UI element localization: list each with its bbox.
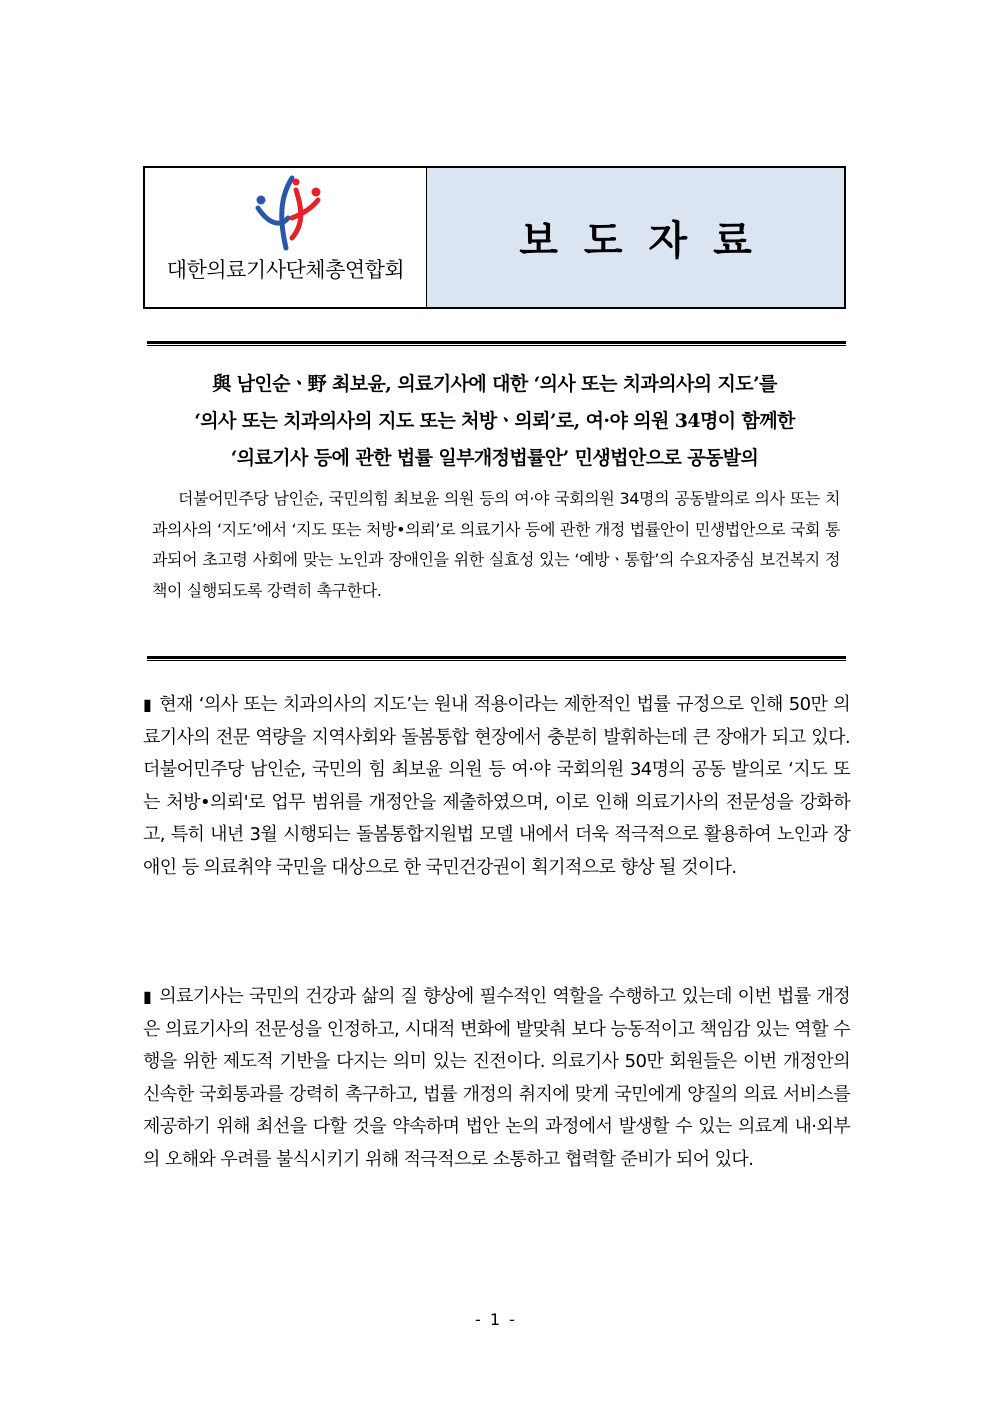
bullet-icon: ▮ bbox=[143, 695, 152, 714]
headline-line-1: 與 남인순ㆍ野 최보윤, 의료기사에 대한 ‘의사 또는 치과의사의 지도’를 bbox=[212, 373, 777, 395]
organization-logo-icon bbox=[252, 174, 324, 252]
headline-line-3: ‘의료기사 등에 관한 법률 일부개정법률안’ 민생법안으로 공동발의 bbox=[230, 447, 759, 469]
bullet-icon: ▮ bbox=[143, 987, 152, 1006]
top-double-rule bbox=[147, 341, 846, 346]
headline-line-2: ‘의사 또는 치과의사의 지도 또는 처방ㆍ의뢰’로, 여·야 의원 34명이 함께한 bbox=[194, 410, 795, 432]
summary-paragraph: 더불어민주당 남인순, 국민의힘 최보윤 의원 등의 여·야 국회의원 34명의 공동발의로 의사 또는 치과의사의 ‘지도’에서 ‘지도 또는 처방•의뢰’로 의료기사 등에 관한 개정 법률안이 민생법안으로 국회 통과되어 초고령 사회에 맞는 노인과 장애인을 위한 실효성 있는 ‘예방ㆍ통합’의 수요자중심 보건복지 정책이 실행되도록 강력히 촉구한다. bbox=[152, 489, 840, 600]
organization-name: 대한의료기사단체총연합회 bbox=[166, 258, 405, 282]
body-paragraph-1 bbox=[143, 689, 850, 884]
bottom-double-rule bbox=[147, 656, 846, 661]
title-cell bbox=[427, 168, 844, 307]
body-paragraph-2-text: 의료기사는 국민의 건강과 삶의 질 향상에 필수적인 역할을 수행하고 있는데 이번 법률 개정은 의료기사의 전문성을 인정하고, 시대적 변화에 발맞춰 보다 능동적이고 책임감 있는 역할 수행을 위한 제도적 기반을 다지는 의미 있는 진전이다. 의료기사 50만 회원들은 이번 개정안의 신속한 국회통과를 강력히 촉구하고, 법률 개정의 취지에 맞게 국민에게 양질의 의료 서비스를 제공하기 위해 최선을 다할 것을 약속하며 법안 논의 과정에서 발생할 수 있는 의료계 내·외부의 오해와 우려를 불식시키기 위해 적극적으로 소통하고 협력할 준비가 되어 있다. bbox=[143, 986, 850, 1170]
page-number: - 1 - bbox=[475, 1310, 517, 1329]
body-paragraph-1-text: 현재 ‘의사 또는 치과의사의 지도’는 원내 적용이라는 제한적인 법률 규정으로 인해 50만 의료기사의 전문 역량을 지역사회와 돌봄통합 현장에서 충분히 발휘하는데 큰 장애가 되고 있다. 더불어민주당 남인순, 국민의 힘 최보윤 의원 등 여·야 국회의원 34명의 공동 발의로 ‘지도 또는 처방•의뢰'로 업무 범위를 개정안을 제출하였으며, 이로 인해 의료기사의 전문성을 강화하고, 특히 내년 3월 시행되는 돌봄통합지원법 모델 내에서 더욱 적극적으로 활용하여 노인과 장애인 등 의료취약 국민을 대상으로 한 국민건강권이 획기적으로 향상 될 것이다. bbox=[143, 694, 850, 878]
headline bbox=[143, 366, 846, 477]
press-release-header bbox=[143, 166, 846, 309]
organization-cell bbox=[145, 168, 427, 307]
body-paragraph-2 bbox=[143, 981, 850, 1176]
press-release-title: 보도자료 bbox=[519, 218, 778, 264]
